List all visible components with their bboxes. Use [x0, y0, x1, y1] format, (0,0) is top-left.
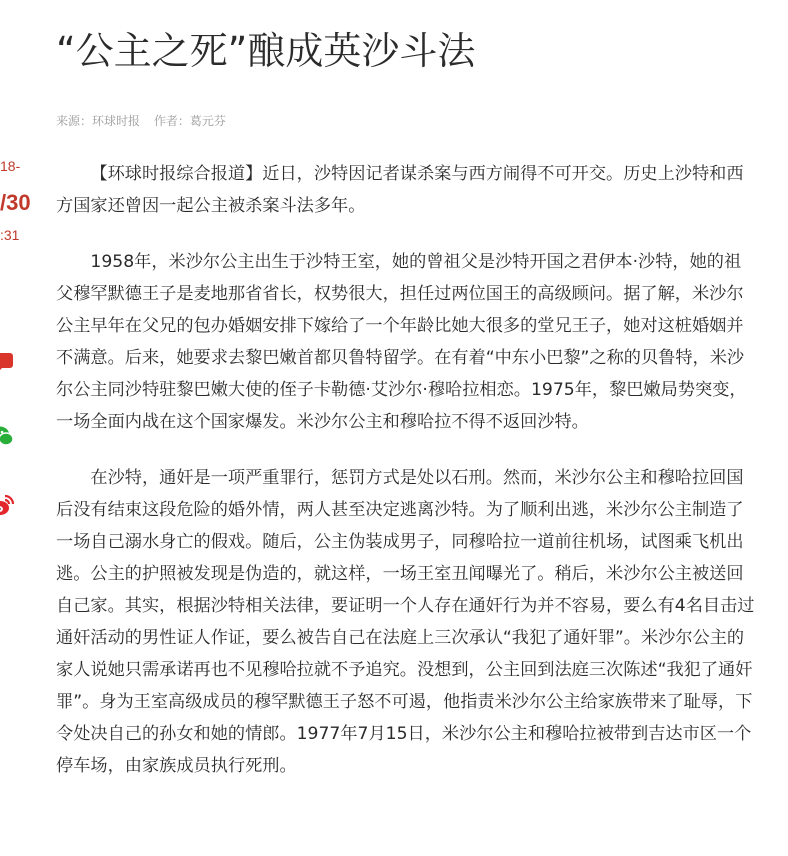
article-title: “公主之死”酿成英沙斗法 [56, 29, 476, 73]
publish-day-fragment: /30 [0, 190, 31, 215]
article-source: 来源：环球时报 [56, 114, 141, 128]
weibo-icon[interactable] [0, 492, 14, 518]
publish-time-fragment: :31 [0, 227, 20, 243]
article-paragraph-2: 1958年，米沙尔公主出生于沙特王室，她的曾祖父是沙特开国之君伊本·沙特，她的祖父穆罕默德王子是麦地那省省长，权势很大，担任过两位国王的高级顾问。据了解，米沙尔公主早年在父兄的包办婚姻安排下嫁给了一个年龄比她大很多的堂兄王子，她对这桩婚姻并不满意。后来，她要求去黎巴嫩首都贝鲁特留学。在有着“中东小巴黎”之称的贝鲁特，米沙尔公主同沙特驻黎巴嫩大使的侄子卡勒德·艾沙尔·穆哈拉相恋。1975年，黎巴嫩局势突变，一场全面内战在这个国家爆发。米沙尔公主和穆哈拉不得不返回沙特。 [56, 252, 747, 432]
article-paragraph-3: 在沙特，通奸是一项严重罪行，惩罚方式是处以石刑。然而，米沙尔公主和穆哈拉回国后没有结束这段危险的婚外情，两人甚至决定逃离沙特。为了顺利出逃，米沙尔公主制造了一场自己溺水身亡的假戏。随后，公主伪装成男子，同穆哈拉一道前往机场，试图乘飞机出逃。公主的护照被发现是伪造的，就这样，一场王室丑闻曝光了。稍后，米沙尔公主被送回自己家。其实，根据沙特相关法律，要证明一个人存在通奸行为并不容易，要么有4名目击过通奸活动的男性证人作证，要么被告自己在法庭上三次承认“我犯了通奸罪”。米沙尔公主的家人说她只需承诺再也不见穆哈拉就不予追究。没想到，公主回到法庭三次陈述“我犯了通奸罪”。身为王室高级成员的穆罕默德王子怒不可遏，他指责米沙尔公主给家族带来了耻辱，下令处决自己的孙女和她的情郎。1977年7月15日，米沙尔公主和穆哈拉被带到吉达市区一个停车场，由家族成员执行死刑。 [56, 468, 755, 776]
article-author: 作者：葛元芬 [153, 114, 226, 128]
comment-icon[interactable] [0, 350, 14, 376]
article-body [56, 158, 756, 806]
left-sidebar [0, 0, 40, 856]
article-paragraph-1: 【环球时报综合报道】近日，沙特因记者谋杀案与西方闹得不可开交。历史上沙特和西方国家还曾因一起公主被杀案斗法多年。 [56, 164, 744, 216]
publish-date-fragment: 18- [0, 158, 21, 174]
wechat-icon[interactable] [0, 423, 14, 449]
article-meta [56, 112, 236, 130]
